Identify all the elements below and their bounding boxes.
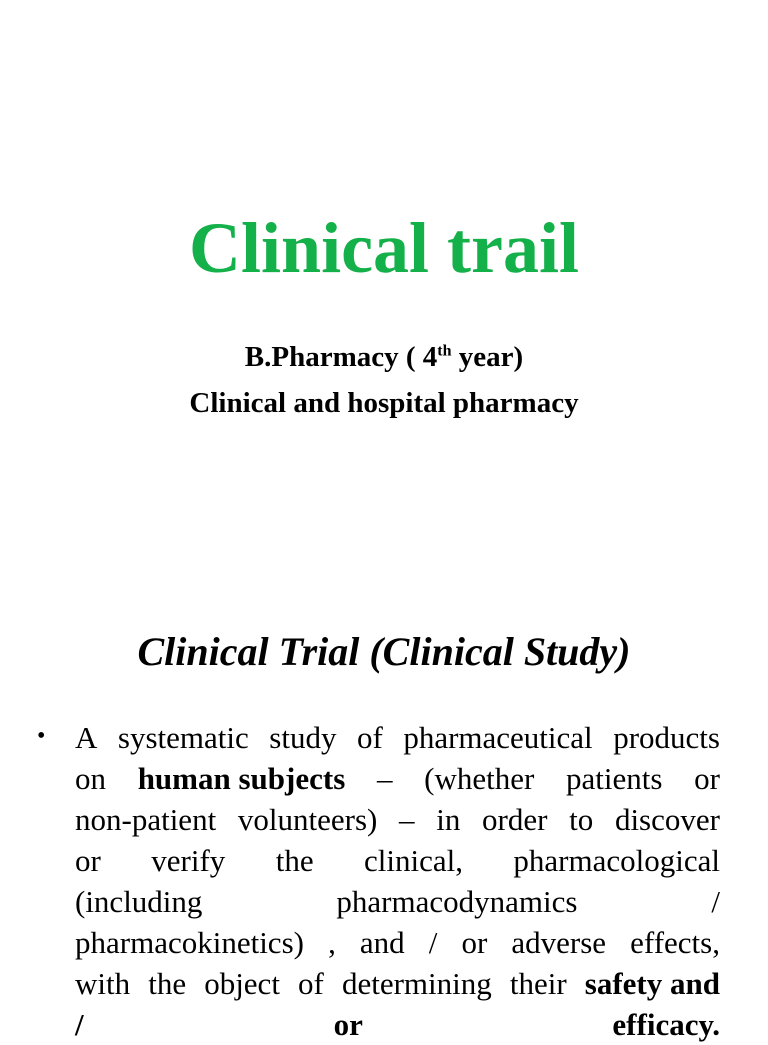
- paragraph-word: patients: [566, 761, 663, 796]
- paragraph-word: products: [613, 720, 720, 755]
- paragraph-word: their: [509, 966, 567, 1001]
- bullet-icon: •: [37, 723, 46, 749]
- paragraph-word: (including: [75, 884, 203, 919]
- paragraph-line: [75, 758, 720, 799]
- paragraph-word: or: [75, 843, 101, 878]
- paragraph-word: human subjects: [137, 761, 346, 796]
- paragraph-word: discover: [614, 802, 720, 837]
- paragraph-word: effects,: [630, 925, 720, 960]
- paragraph-word: of: [356, 720, 383, 755]
- paragraph-word: the: [148, 966, 187, 1001]
- paragraph-word: to: [569, 802, 594, 837]
- paragraph-word: –: [376, 761, 393, 796]
- paragraph-word: pharmacokinetics): [75, 925, 304, 960]
- paragraph-word: adverse: [511, 925, 607, 960]
- paragraph-line: [75, 840, 720, 881]
- paragraph-word: ,: [328, 925, 336, 960]
- paragraph-word: on: [75, 761, 106, 796]
- slide-title: Clinical trail: [189, 208, 579, 288]
- course-line: [0, 334, 768, 380]
- paragraph-word: the: [275, 843, 314, 878]
- paragraph-word: in: [436, 802, 461, 837]
- paragraph-word: order: [482, 802, 548, 837]
- course-text: B.Pharmacy ( 4: [244, 341, 438, 373]
- subject-line: Clinical and hospital pharmacy: [189, 387, 579, 419]
- paragraph-word: pharmacodynamics: [336, 884, 578, 919]
- paragraph-word: volunteers): [237, 802, 378, 837]
- paragraph-word: with: [75, 966, 131, 1001]
- paragraph-word: verify: [151, 843, 226, 878]
- paragraph-word: pharmacological: [513, 843, 720, 878]
- bullet-paragraph: [75, 717, 720, 1045]
- paragraph-word: non-patient: [75, 802, 217, 837]
- ordinal-suffix: th: [437, 342, 452, 360]
- paragraph-word: or: [694, 761, 720, 796]
- paragraph-word: –: [399, 802, 415, 837]
- course-year-text: year): [451, 341, 524, 373]
- paragraph-word: object: [204, 966, 280, 1001]
- paragraph-line: [75, 799, 720, 840]
- paragraph-word: or: [461, 925, 488, 960]
- paragraph-line: [75, 922, 720, 963]
- paragraph-word: /: [711, 884, 720, 919]
- paragraph-word: of: [298, 966, 324, 1001]
- definition-slide: [0, 576, 768, 1042]
- paragraph-word: /: [428, 925, 438, 960]
- paragraph-word: safety and: [584, 966, 720, 1001]
- subtitle-block: [0, 334, 768, 426]
- paragraph-word: (whether: [424, 761, 535, 796]
- paragraph-word: pharmaceutical: [403, 720, 593, 755]
- paragraph-word: determining: [341, 966, 492, 1001]
- paragraph-line: [75, 963, 720, 1004]
- paragraph-word: A: [75, 720, 98, 755]
- paragraph-line: [75, 1004, 720, 1045]
- paragraph-word: clinical,: [364, 843, 463, 878]
- paragraph-line: [75, 881, 720, 922]
- paragraph-word: and: [359, 925, 405, 960]
- paragraph-word: / or efficacy.: [75, 1007, 720, 1042]
- paragraph-word: systematic: [117, 720, 249, 755]
- paragraph-word: study: [269, 720, 337, 755]
- slide-heading: Clinical Trial (Clinical Study): [137, 629, 631, 674]
- paragraph-line: [75, 717, 720, 758]
